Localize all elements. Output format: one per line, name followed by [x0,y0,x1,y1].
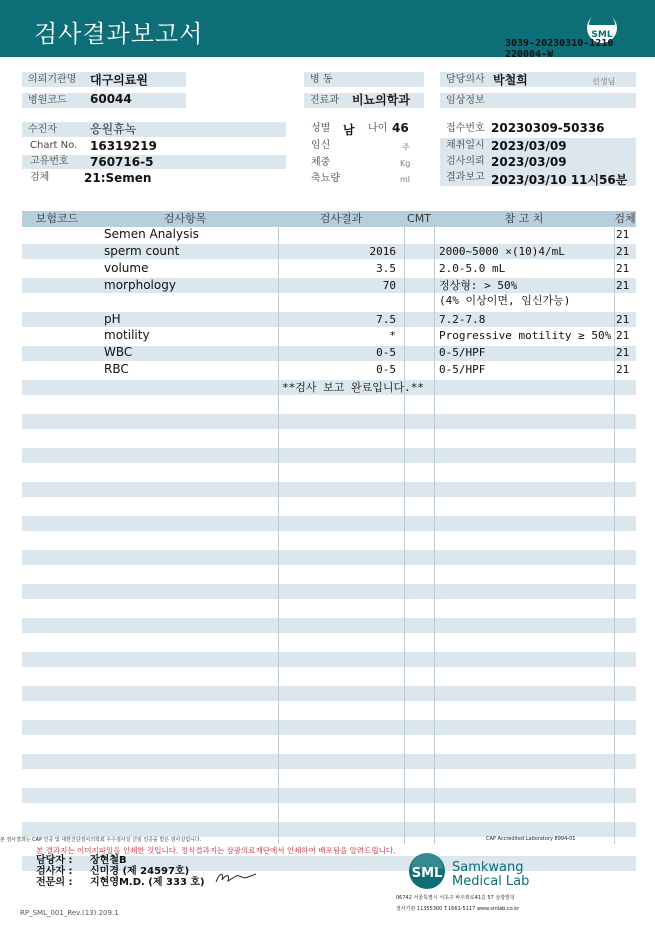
col-insurance-code: 보험코드 [35,212,79,225]
doctor-label: 담당의사 [446,74,485,85]
table-stripe [22,788,636,803]
reference-range: 0-5/HPF [439,363,486,376]
specimen-value: 21:Semen [84,171,152,185]
signer-names [90,855,205,888]
table-stripe [22,652,636,667]
doctor-value: 박철희 [493,73,528,87]
sex-label: 성별 [311,123,331,134]
receipt-label: 접수번호 [446,123,485,134]
ward-label-band [304,72,424,87]
test-result: 0-5 [376,346,396,359]
lab-name [452,861,529,889]
col-result: 검사결과 [319,212,363,225]
id-label: 고유번호 [30,156,69,167]
examinee-label: 수진자 [28,124,57,135]
document-id [505,38,613,60]
signer-label: 전문의 : [36,877,73,888]
clinical-label-band [440,93,636,108]
table-stripe [22,584,636,599]
collect-value: 2023/03/09 [491,139,567,153]
lab-name-line2: Medical Lab [452,874,530,889]
table-stripe [22,720,636,735]
reference-range: 2.0-5.0 mL [439,262,506,275]
test-result: * [389,329,396,342]
lab-address: 06742 서울특별시 서초구 바우뫼로41길 57 삼광빌딩 [396,895,515,901]
footer-small-notice: 본 검사결과는 CAP 인증 및 대한진단검사의학회 우수검사실 신임 인증을 받은 검사실입니다. [0,837,202,843]
specimen-label: 검체 [30,172,50,183]
specimen-code: 21 [616,279,630,292]
clinical-label: 임상정보 [446,95,485,106]
dept-value: 비뇨의학과 [352,93,410,107]
table-stripe [22,686,636,701]
form-code: RP_SML_001_Rev.(13) 209.1 [20,909,119,917]
table-stripe [22,618,636,633]
preg-label: 임신 [311,140,331,151]
reference-range: Progressive motility ≥ 50% [439,329,612,342]
lab-name-line1: Samkwang [452,860,524,875]
hospital-label: 의뢰기관명 [28,74,77,85]
col-divider [434,227,435,844]
table-stripe [22,550,636,565]
collect-label: 채취일시 [446,140,485,151]
test-result: 7.5 [376,313,396,326]
examinee-value: 응원휴녹 [90,122,137,136]
specimen-code: 21 [616,346,630,359]
col-divider [614,227,615,844]
signer-name: 신미경 (제 24597호) [90,866,190,877]
specimen-code: 21 [616,363,630,376]
document-id-line1: 3039-20230310-1210 [505,38,614,49]
sex-value: 남 [343,123,355,137]
test-item: sperm count [104,244,180,258]
table-stripe [22,822,636,837]
lab-contact: 검사기관 11355300 T.1661-5117 www.smlab.co.kr [396,906,520,912]
col-cmt: CMT [407,212,431,225]
doctor-suffix: 선생님 [592,77,616,86]
reference-range: 정상형: > 50% [439,279,518,292]
specimen-code: 21 [616,329,630,342]
sml-lab-logo-text: SML [411,866,443,881]
table-stripe [22,482,636,497]
document-id-line2: 220004-W [505,49,554,60]
table-stripe [22,754,636,769]
reference-range: 2000~5000 ×(10)4/mL [439,245,565,258]
test-item: volume [104,261,149,275]
signer-name: 장현철B [90,855,127,866]
age-value: 46 [392,121,409,135]
test-item: morphology [104,278,176,292]
test-result: 3.5 [376,262,396,275]
signature-icon [214,868,258,886]
signer-name: 지현영M.D. (제 333 호) [90,877,205,888]
report-value: 2023/03/10 11시56분 [491,173,628,187]
code-value: 60044 [90,92,132,106]
test-item: motility [104,328,150,342]
col-divider [278,227,279,844]
col-test-item: 검사항목 [163,212,207,225]
test-result: 70 [382,279,396,292]
signer-label: 검사자 : [36,866,73,877]
receipt-value: 20230309-50336 [491,121,605,135]
table-end-note: **검사 보고 완료입니다.** [282,381,424,394]
test-item: Semen Analysis [104,227,199,241]
code-label: 병원코드 [28,95,67,106]
sml-lab-logo-icon [405,852,449,890]
id-value: 760716-5 [90,155,154,169]
test-item: WBC [104,345,133,359]
dept-label: 진료과 [310,95,339,106]
hospital-value: 대구의료원 [90,73,148,87]
cap-accreditation: CAP Accredited Laboratory 8994-01 [486,836,576,842]
specimen-code: 21 [616,245,630,258]
test-item: RBC [104,362,129,376]
preg-unit: 주 [402,143,410,152]
col-divider [404,227,405,844]
reference-range: (4% 이상이면, 임신가능) [439,294,571,307]
age-label: 나이 [368,123,388,134]
weight-unit: Kg [400,159,411,168]
table-stripe [22,516,636,531]
specimen-code: 21 [616,262,630,275]
chart-label: Chart No. [30,140,78,151]
table-stripe [22,414,636,429]
footer-red-notice: 본 결과지는 이미지파일을 인쇄한 것입니다. 정식결과지는 삼광의료재단에서 인쇄하여 배포됨을 알려드립니다. [36,846,396,855]
signer-label: 담당자 : [36,855,73,866]
test-result: 0-5 [376,363,396,376]
col-reference: 참 고 치 [504,212,544,225]
request-label: 검사의뢰 [446,156,485,167]
signers [36,855,72,888]
ward-label: 병 동 [310,74,333,85]
specimen-code: 21 [616,228,630,241]
sml-logo-text: SML [591,30,613,40]
request-value: 2023/03/09 [491,155,567,169]
report-title: 검사결과보고서 [34,20,204,48]
col-specimen: 검체 [614,212,636,225]
urine-label: 축뇨량 [311,173,340,184]
report-label: 결과보고 [446,172,485,183]
examinee-label-band [22,122,286,137]
chart-value: 16319219 [90,139,157,153]
weight-label: 체중 [311,157,331,168]
reference-range: 0-5/HPF [439,346,486,359]
table-stripe [22,448,636,463]
specimen-code: 21 [616,313,630,326]
test-result: 2016 [369,245,396,258]
urine-unit: ml [400,175,411,184]
reference-range: 7.2-7.8 [439,313,486,326]
test-item: pH [104,312,121,326]
